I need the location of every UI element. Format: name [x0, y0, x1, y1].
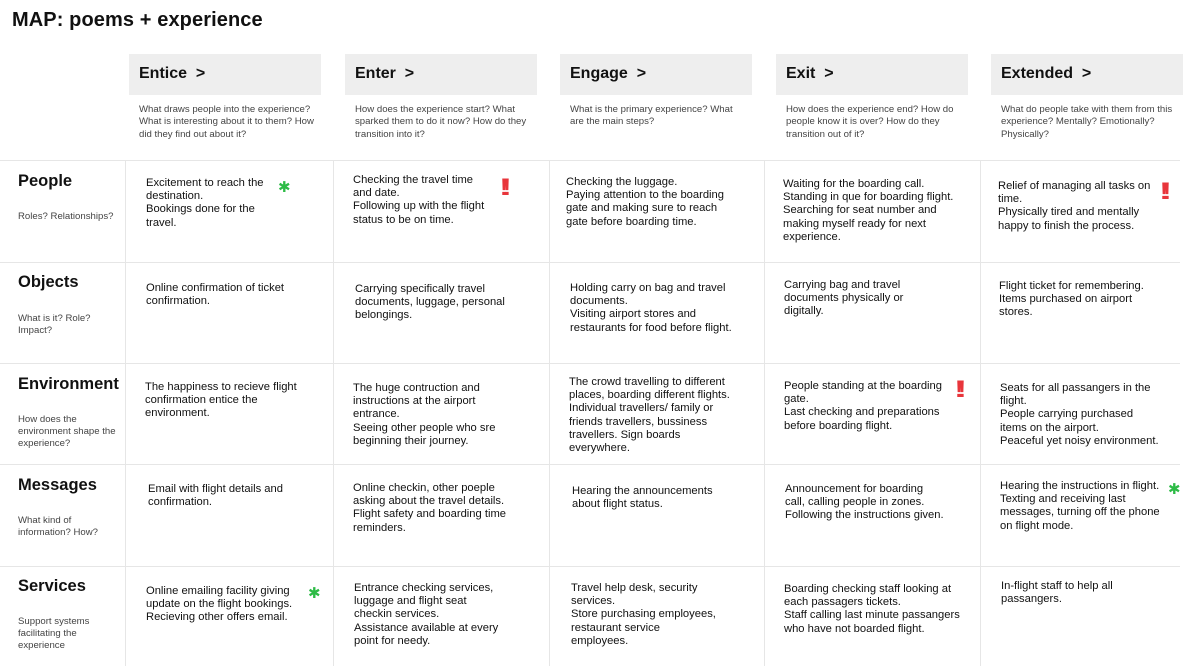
row-title-services: Services: [18, 577, 86, 595]
phase-description-enter: How does the experience start? What sparked them to do it now? How do they transition into it?: [355, 104, 527, 140]
chevron-right-icon: >: [195, 65, 206, 82]
phase-name: [570, 65, 646, 83]
cell-objects-entice: Online confirmation of ticket confirmation.: [146, 282, 285, 308]
phase-label: Exit: [786, 65, 816, 82]
row-title-people: People: [18, 172, 73, 190]
cell-people-extended: Relief of managing all tasks on time. Physically tired and mentally happy to finish the process.: [998, 180, 1151, 232]
page-title: MAP: poems + experience: [12, 9, 263, 31]
cell-messages-engage: Hearing the announcements about flight status.: [572, 485, 713, 511]
cell-messages-entice: Email with flight details and confirmation.: [148, 483, 283, 509]
star-mark-icon: ✱: [308, 585, 321, 602]
row-subtitle-services: Support systems facilitating the experience: [18, 616, 90, 652]
exclamation-mark-icon: !!: [1160, 178, 1166, 205]
cell-objects-engage: Holding carry on bag and travel documents. Visiting airport stores and restaurants for food before flight.: [570, 282, 732, 334]
phase-label: Entice: [139, 65, 188, 82]
cell-services-entice: Online emailing facility giving update on the flight bookings. Recieving other offers email.: [146, 585, 293, 624]
row-title-messages: Messages: [18, 476, 97, 494]
cell-messages-exit: Announcement for boarding call, calling people in zones. Following the instructions given.: [785, 483, 944, 522]
cell-environment-entice: The happiness to recieve flight confirmation entice the environment.: [145, 381, 297, 420]
column-divider: [333, 160, 334, 666]
phase-label: Engage: [570, 65, 628, 82]
phase-label: Extended: [1001, 65, 1074, 82]
row-divider: [0, 363, 1180, 364]
cell-services-enter: Entrance checking services, luggage and flight seat checkin services. Assistance available at every point for needy.: [354, 582, 499, 647]
row-divider: [0, 160, 1180, 161]
column-divider: [549, 160, 550, 666]
cell-services-extended: In-flight staff to help all passangers.: [1001, 580, 1113, 606]
chevron-right-icon: >: [636, 65, 647, 82]
exclamation-mark-icon: !!: [500, 174, 506, 201]
cell-objects-exit: Carrying bag and travel documents physically or digitally.: [784, 279, 904, 318]
phase-header-extended: [991, 54, 1183, 95]
cell-objects-enter: Carrying specifically travel documents, luggage, personal belongings.: [355, 283, 505, 322]
cell-environment-enter: The huge contruction and instructions at the airport entrance. Seeing other people who sre beginning their journey.: [353, 382, 496, 447]
exclamation-mark-icon: !!: [955, 376, 961, 403]
phase-description-exit: How does the experience end? How do people know it is over? How do they transition out of it?: [786, 104, 954, 140]
phase-description-extended: What do people take with them from this experience? Mentally? Emotionally? Physically?: [1001, 104, 1173, 140]
cell-services-engage: Travel help desk, security services. Store purchasing employees, restaurant service employees.: [571, 582, 716, 647]
cell-people-enter: Checking the travel time and date. Following up with the flight status to be on time.: [353, 174, 485, 226]
cell-environment-exit: People standing at the boarding gate. Last checking and preparations before boarding flight.: [784, 380, 942, 432]
row-divider: [0, 464, 1180, 465]
cell-environment-extended: Seats for all passangers in the flight. People carrying purchased items on the airport. Peaceful yet noisy environment.: [1000, 382, 1159, 447]
phase-name: [786, 65, 834, 83]
row-subtitle-objects: What is it? Role? Impact?: [18, 313, 91, 337]
phase-name: [1001, 65, 1091, 83]
row-subtitle-messages: What kind of information? How?: [18, 515, 98, 539]
phase-name: [139, 65, 205, 83]
cell-messages-extended: Hearing the instructions in flight. Texting and receiving last messages, turning off the phone on flight mode.: [1000, 480, 1160, 532]
column-divider: [125, 160, 126, 666]
phase-header-enter: [345, 54, 537, 95]
cell-people-entice: Excitement to reach the destination. Bookings done for the travel.: [146, 177, 264, 229]
cell-environment-engage: The crowd travelling to different places, boarding different flights. Individual travellers/ family or friends travellers, bussiness travellers. Sign boards everywhere.: [569, 376, 730, 455]
chevron-right-icon: >: [404, 65, 415, 82]
row-subtitle-people: Roles? Relationships?: [18, 211, 114, 222]
row-title-objects: Objects: [18, 273, 79, 291]
cell-people-engage: Checking the luggage. Paying attention to the boarding gate and making sure to reach gate before boarding time.: [566, 176, 724, 228]
star-mark-icon: ✱: [1168, 481, 1181, 498]
column-divider: [764, 160, 765, 666]
phase-description-entice: What draws people into the experience? What is interesting about it to them? How did they find out about it?: [139, 104, 314, 140]
phase-header-entice: [129, 54, 321, 95]
cell-messages-enter: Online checkin, other poeple asking about the travel details. Flight safety and boarding time reminders.: [353, 482, 506, 534]
phase-header-exit: [776, 54, 968, 95]
phase-label: Enter: [355, 65, 396, 82]
cell-objects-extended: Flight ticket for remembering. Items purchased on airport stores.: [999, 280, 1144, 319]
cell-people-exit: Waiting for the boarding call. Standing in que for boarding flight. Searching for seat number and making myself ready for next experience.: [783, 178, 954, 243]
phase-name: [355, 65, 414, 83]
star-mark-icon: ✱: [278, 179, 291, 196]
cell-services-exit: Boarding checking staff looking at each passagers tickets. Staff calling last minute passangers who have not boarded flight.: [784, 583, 960, 635]
phase-description-engage: What is the primary experience? What are the main steps?: [570, 104, 733, 128]
chevron-right-icon: >: [824, 65, 834, 82]
phase-header-engage: [560, 54, 752, 95]
row-divider: [0, 262, 1180, 263]
row-title-environment: Environment: [18, 375, 119, 393]
row-divider: [0, 566, 1180, 567]
row-subtitle-environment: How does the environment shape the experience?: [18, 414, 116, 450]
chevron-right-icon: >: [1081, 65, 1092, 82]
column-divider: [980, 160, 981, 666]
